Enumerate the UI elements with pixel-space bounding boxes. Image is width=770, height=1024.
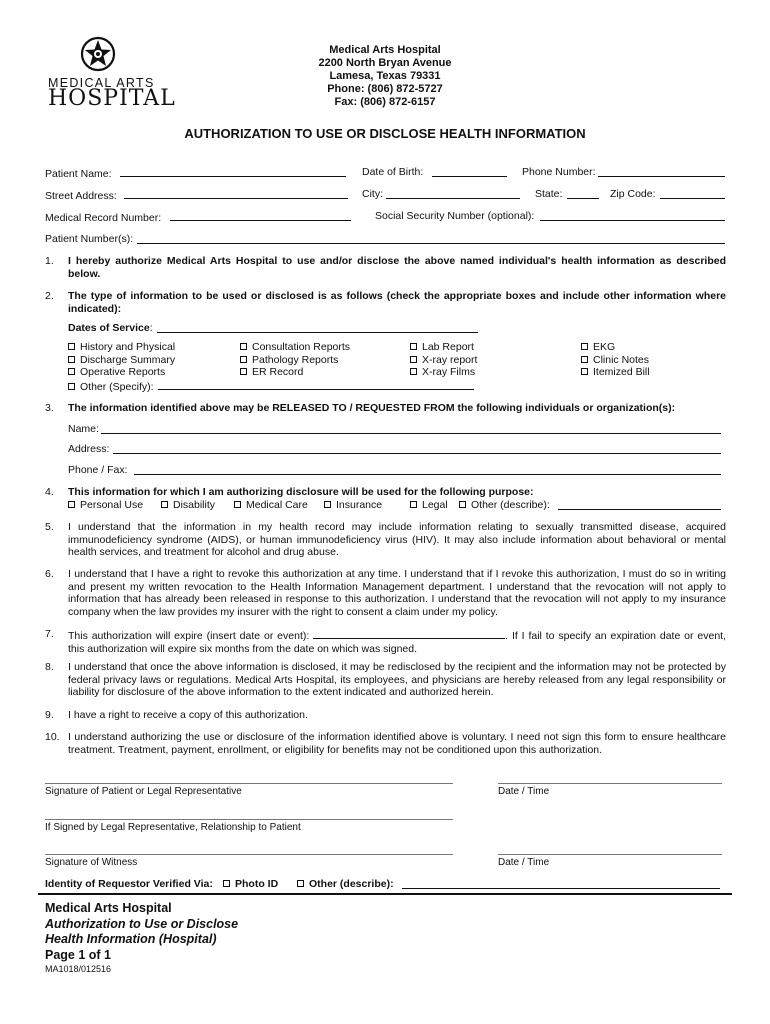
logo-text-hospital: HOSPITAL (48, 86, 176, 111)
checkbox-itemized-bill[interactable] (581, 366, 650, 379)
info-type-col-2 (240, 341, 350, 379)
purpose-other-field[interactable] (558, 499, 721, 510)
checkbox-icon[interactable] (161, 501, 168, 508)
checkbox-icon[interactable] (410, 356, 417, 363)
witness-signature-label: Signature of Witness (45, 857, 138, 868)
checkbox-label: Consultation Reports (252, 341, 351, 353)
patient-info-row-2 (45, 188, 656, 202)
mrn-field[interactable] (170, 210, 351, 221)
checkbox-label: Legal (422, 499, 448, 511)
hospital-fax: Fax: (806) 872-6157 (334, 96, 436, 108)
checkbox-label: Disability (173, 499, 216, 511)
state-label: State: (535, 188, 563, 200)
recipient-name-field[interactable] (101, 423, 721, 434)
identity-other-field[interactable] (402, 878, 720, 889)
checkbox-icon[interactable] (240, 356, 247, 363)
street-label: Street Address: (45, 190, 117, 202)
checkbox-xray-report[interactable] (410, 354, 477, 367)
dates-of-service-colon: : (149, 322, 153, 334)
hospital-address (250, 44, 520, 109)
item-7-text-a: This authorization will expire (insert date or event): (68, 630, 310, 642)
hospital-street: 2200 North Bryan Avenue (318, 57, 452, 69)
item-9-text: I have a right to receive a copy of this authorization. (68, 709, 308, 721)
hospital-city: Lamesa, Texas 79331 (329, 70, 441, 82)
patient-signature-label: Signature of Patient or Legal Representative (45, 786, 242, 797)
checkbox-icon[interactable] (324, 501, 331, 508)
photo-id-checkbox[interactable] (223, 878, 278, 890)
checkbox-label: Other (describe): (309, 878, 394, 890)
checkbox-icon[interactable] (68, 368, 75, 375)
city-field[interactable] (386, 188, 520, 199)
item-4-text: This information for which I am authorizing disclosure will be used for the following purpose: (68, 486, 534, 498)
logo-text-medical-arts: MEDICAL ARTS (48, 76, 155, 90)
checkbox-label: Photo ID (235, 878, 279, 890)
relationship-line[interactable] (45, 819, 453, 820)
purpose-legal[interactable] (410, 499, 448, 511)
checkbox-clinic-notes[interactable] (581, 354, 650, 367)
purpose-row (68, 499, 550, 513)
item-5-number: 5. (45, 521, 54, 533)
state-field[interactable] (567, 188, 599, 199)
checkbox-icon[interactable] (410, 368, 417, 375)
identity-label: Identity of Requestor Verified Via: (45, 878, 213, 890)
item-6-text: I understand that I have a right to revoke this authorization at any time. I understand that if I revoke this authorization, I must do so in writing and present my written revocation to the Health Information Management department. I understand that the revocation will not apply to information that has already been released in response to this authorization. I understand that the revocation will not apply to my insurance company when the law provides my insurer with the right to consent a claim under my policy. (68, 568, 726, 618)
checkbox-label: Lab Report (422, 341, 474, 353)
checkbox-label: History and Physical (80, 341, 176, 353)
checkbox-icon[interactable] (410, 343, 417, 350)
city-label: City: (362, 188, 383, 200)
form-footer (45, 901, 238, 975)
recipient-address-field[interactable] (113, 443, 721, 454)
recipient-address-label: Address: (68, 443, 110, 455)
patient-name-field[interactable] (120, 166, 346, 177)
checkbox-lab-report[interactable] (410, 341, 477, 354)
purpose-disability[interactable] (161, 499, 215, 511)
recipient-name-row (68, 423, 99, 437)
footer-hospital-name: Medical Arts Hospital (45, 901, 172, 915)
checkbox-label: X-ray Films (422, 366, 476, 379)
footer-form-name-2: Health Information (Hospital) (45, 932, 217, 946)
checkbox-xray-films[interactable] (410, 366, 477, 379)
star-of-life-logo-icon (80, 36, 116, 72)
checkbox-icon[interactable] (297, 880, 304, 887)
checkbox-icon[interactable] (459, 501, 466, 508)
checkbox-label: Itemized Bill (593, 366, 650, 379)
checkbox-icon[interactable] (240, 343, 247, 350)
checkbox-label: Insurance (336, 499, 383, 511)
patient-numbers-field[interactable] (137, 233, 725, 244)
dates-of-service-field[interactable] (157, 322, 478, 333)
checkbox-label: Other (Specify): (80, 380, 154, 393)
recipient-phonefax-label: Phone / Fax: (68, 464, 128, 476)
checkbox-icon[interactable] (68, 356, 75, 363)
item-7-number: 7. (45, 628, 54, 640)
item-7-text-b: . If I fail to specify an expiration date or event, this authorization will expire six months from the date on which was signed. (68, 630, 726, 655)
zip-label: Zip Code: (610, 188, 656, 200)
phone-field[interactable] (598, 166, 725, 177)
patient-signature-line[interactable] (45, 783, 453, 784)
patient-info-row-1 (45, 166, 596, 180)
item-4-number: 4. (45, 486, 54, 498)
checkbox-label: Personal Use (80, 499, 144, 511)
hospital-phone: Phone: (806) 872-5727 (327, 83, 443, 95)
footer-form-name-1: Authorization to Use or Disclose (45, 916, 239, 931)
checkbox-other-specify[interactable] (68, 379, 474, 394)
recipient-phonefax-field[interactable] (134, 464, 721, 475)
checkbox-label: ER Record (252, 366, 304, 379)
date-time-label-1: Date / Time (498, 786, 550, 797)
item-3-number: 3. (45, 402, 54, 414)
checkbox-label: Operative Reports (80, 366, 166, 379)
checkbox-icon[interactable] (68, 501, 75, 508)
checkbox-label: Pathology Reports (252, 353, 339, 366)
item-1-number: 1. (45, 255, 54, 267)
checkbox-label: Clinic Notes (593, 353, 650, 366)
expiration-field[interactable] (313, 628, 505, 639)
hospital-logo (44, 36, 176, 111)
patient-info-row-3 (45, 210, 535, 224)
checkbox-label: Medical Care (246, 499, 308, 511)
item-8-text: I understand that once the above information is disclosed, it may be redisclosed by the recipient and the information may not be protected by federal privacy laws or regulations. Medical Arts Hospital, its employees, and physicians are hereby released from any legal responsibility or liability for disclosure of the above information to the extent indicated and authorized herein. (68, 661, 726, 698)
footer-divider (38, 893, 732, 895)
checkbox-consultation-reports[interactable] (240, 341, 350, 354)
patient-numbers-label: Patient Number(s): (45, 233, 134, 245)
recipient-address-row (68, 443, 109, 457)
dates-of-service-label: Dates of Service (68, 322, 150, 334)
relationship-label: If Signed by Legal Representative, Relationship to Patient (45, 822, 301, 833)
item-7-text (68, 628, 726, 655)
phone-label: Phone Number: (522, 166, 596, 178)
footer-form-code: MA1018/012516 (45, 964, 112, 974)
item-1-text: I hereby authorize Medical Arts Hospital to use and/or disclose the above named individual's health information as described below. (68, 255, 726, 280)
witness-signature-line[interactable] (45, 854, 453, 855)
ssn-field[interactable] (540, 210, 725, 221)
identity-verification-row (45, 878, 394, 892)
purpose-other[interactable] (459, 499, 550, 511)
checkbox-icon[interactable] (234, 501, 241, 508)
checkbox-icon[interactable] (68, 383, 75, 390)
purpose-medical-care[interactable] (234, 499, 308, 511)
footer-page-number: Page 1 of 1 (45, 947, 111, 962)
date-time-line-1[interactable] (498, 783, 722, 784)
form-title: AUTHORIZATION TO USE OR DISCLOSE HEALTH INFORMATION (184, 126, 586, 141)
item-3-text: The information identified above may be RELEASED TO / REQUESTED FROM the following individuals or organization(s): (68, 402, 676, 414)
ssn-label: Social Security Number (optional): (375, 210, 535, 222)
date-time-line-2[interactable] (498, 854, 722, 855)
purpose-insurance[interactable] (324, 499, 382, 511)
checkbox-er-record[interactable] (240, 366, 350, 379)
item-6-number: 6. (45, 568, 54, 580)
checkbox-ekg[interactable] (581, 341, 650, 354)
checkbox-icon[interactable] (581, 356, 588, 363)
dob-field[interactable] (432, 166, 507, 177)
mrn-label: Medical Record Number: (45, 212, 162, 224)
patient-info-row-4 (45, 233, 133, 247)
checkbox-icon[interactable] (581, 368, 588, 375)
item-9-number: 9. (45, 709, 54, 721)
item-8-number: 8. (45, 661, 54, 673)
patient-name-label: Patient Name: (45, 168, 112, 180)
info-type-col-4 (581, 341, 650, 379)
other-specify-field[interactable] (158, 379, 474, 390)
checkbox-label: Other (describe): (471, 499, 550, 511)
hospital-name: Medical Arts Hospital (329, 44, 441, 56)
date-time-label-2: Date / Time (498, 857, 550, 868)
checkbox-icon[interactable] (68, 343, 75, 350)
zip-field[interactable] (660, 188, 725, 199)
item-2-number: 2. (45, 290, 54, 302)
checkbox-icon[interactable] (581, 343, 588, 350)
dob-label: Date of Birth: (362, 166, 424, 178)
info-type-col-3 (410, 341, 477, 379)
checkbox-pathology-reports[interactable] (240, 354, 350, 367)
recipient-phonefax-row (68, 464, 128, 478)
item-2-text: The type of information to be used or disclosed is as follows (check the appropriate boxes and include other information where indicated): (68, 290, 726, 315)
recipient-name-label: Name: (68, 423, 99, 435)
checkbox-label: Discharge Summary (80, 353, 176, 366)
street-field[interactable] (124, 188, 348, 199)
dates-of-service-row (68, 322, 153, 336)
checkbox-icon[interactable] (410, 501, 417, 508)
checkbox-icon[interactable] (240, 368, 247, 375)
purpose-personal-use[interactable] (68, 499, 143, 511)
item-10-text: I understand authorizing the use or disclosure of the information identified above is voluntary. I need not sign this form to ensure healthcare treatment. Treatment, payment, enrollment, or eligibility for benefits may not be conditioned upon this authorization. (68, 731, 726, 756)
other-describe-checkbox[interactable] (297, 878, 394, 890)
item-5-text: I understand that the information in my health record may include information relating to sexually transmitted disease, acquired immunodeficiency syndrome (AIDS), or human immunodeficiency virus (HIV). It may also include information about behavioral or mental health services, and treatment for alcohol and drug abuse. (68, 521, 726, 558)
item-10-number: 10. (45, 731, 60, 743)
checkbox-label: EKG (593, 341, 616, 353)
checkbox-label: X-ray report (422, 353, 478, 366)
checkbox-icon[interactable] (223, 880, 230, 887)
